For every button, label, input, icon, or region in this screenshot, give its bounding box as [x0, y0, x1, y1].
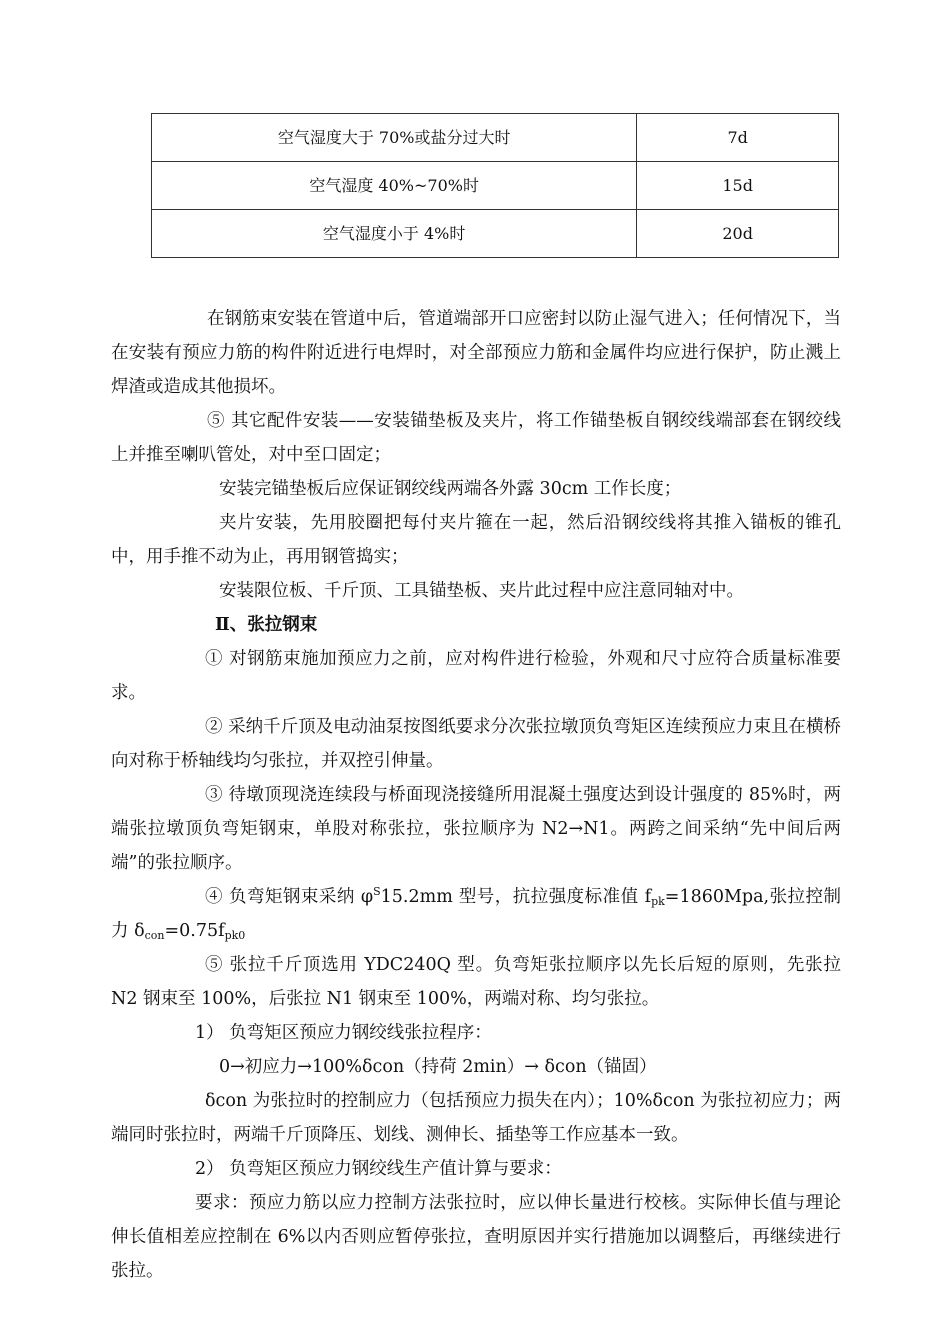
paragraph-item-3: ③ 待墩顶现浇连续段与桥面现浇接缝所用混凝土强度达到设计强度的 85%时，两端张拉墩顶负弯矩钢束，单股对称张拉，张拉顺序为 N2→N1。两跨之间采纳“先中间后两端”的张拉顺序。	[111, 785, 841, 873]
paragraph-item-5: ⑤ 张拉千斤顶选用 YDC240Q 型。负弯矩张拉顺序以先长后短的原则，先张拉 N2 钢束至 100%，后张拉 N1 钢束至 100%，两端对称、均匀张拉。	[111, 955, 841, 1009]
text-segment: ④ 负弯矩钢束采纳 φ	[205, 887, 374, 907]
table-cell-duration: 20d	[637, 210, 839, 258]
paragraph-item-1: ① 对钢筋束施加预应力之前，应对构件进行检验，外观和尺寸应符合质量标准要求。	[111, 649, 841, 703]
paragraph-sub-1: 1） 负弯矩区预应力钢绞线张拉程序：	[195, 1023, 492, 1043]
subscript: pk0	[224, 929, 246, 942]
paragraph-sub-2: 2） 负弯矩区预应力钢绞线生产值计算与要求：	[195, 1159, 562, 1179]
paragraph-control-stress: δcon 为张拉时的控制应力（包括预应力损失在内）；10%δcon 为张拉初应力；两端同时张拉时，两端千斤顶降压、划线、测伸长、插垫等工作应基本一致。	[111, 1091, 841, 1145]
humidity-duration-table	[151, 113, 839, 258]
text-segment: 15.2mm 型号，抗拉强度标准值 f	[380, 887, 652, 907]
text-segment: =1860Mpa,张拉控制力 δ	[111, 887, 841, 941]
table-cell-duration: 7d	[637, 114, 839, 162]
superscript: S	[373, 885, 381, 898]
section-heading: Ⅱ、张拉钢束	[215, 615, 318, 635]
document-body	[111, 302, 841, 1288]
paragraph-item-4	[111, 880, 841, 948]
paragraph-anchor-plate: 安装完锚垫板后应保证钢绞线两端各外露 30cm 工作长度；	[219, 479, 682, 499]
subscript: pk	[651, 895, 665, 908]
text-segment: =0.75f	[164, 921, 225, 941]
paragraph-limit-plate: 安装限位板、千斤顶、工具锚垫板、夹片此过程中应注意同轴对中。	[219, 581, 744, 601]
table-cell-condition: 空气湿度大于 70%或盐分过大时	[152, 114, 637, 162]
table-row	[152, 162, 839, 210]
table-cell-duration: 15d	[637, 162, 839, 210]
table-cell-condition: 空气湿度 40%~70%时	[152, 162, 637, 210]
table-row	[152, 210, 839, 258]
paragraph-clip-install: 夹片安装，先用胶圈把每付夹片箍在一起，然后沿钢绞线将其推入锚板的锥孔中，用手推不动为止，再用钢管捣实；	[111, 513, 841, 567]
paragraph-item-2: ② 采纳千斤顶及电动油泵按图纸要求分次张拉墩顶负弯矩区连续预应力束且在横桥向对称于桥轴线均匀张拉，并双控引伸量。	[111, 717, 841, 771]
paragraph-requirements: 要求：预应力筋以应力控制方法张拉时，应以伸长量进行校核。实际伸长值与理论伸长值相差应控制在 6%以内否则应暂停张拉，查明原因并实行措施加以调整后，再继续进行张拉。	[111, 1193, 841, 1281]
table-row	[152, 114, 839, 162]
table-cell-condition: 空气湿度小于 4%时	[152, 210, 637, 258]
subscript: con	[144, 929, 165, 942]
paragraph-sealing: 在钢筋束安装在管道中后，管道端部开口应密封以防止湿气进入；任何情况下，当在安装有预应力筋的构件附近进行电焊时，对全部预应力筋和金属件均应进行保护，防止溅上焊渣或造成其他损坏。	[111, 309, 841, 397]
paragraph-procedure: 0→初应力→100%δcon（持荷 2min）→ δcon（锚固）	[219, 1057, 657, 1077]
paragraph-accessories: ⑤ 其它配件安装——安装锚垫板及夹片，将工作锚垫板自钢绞线端部套在钢绞线上并推至喇叭管处，对中至口固定；	[111, 411, 841, 465]
